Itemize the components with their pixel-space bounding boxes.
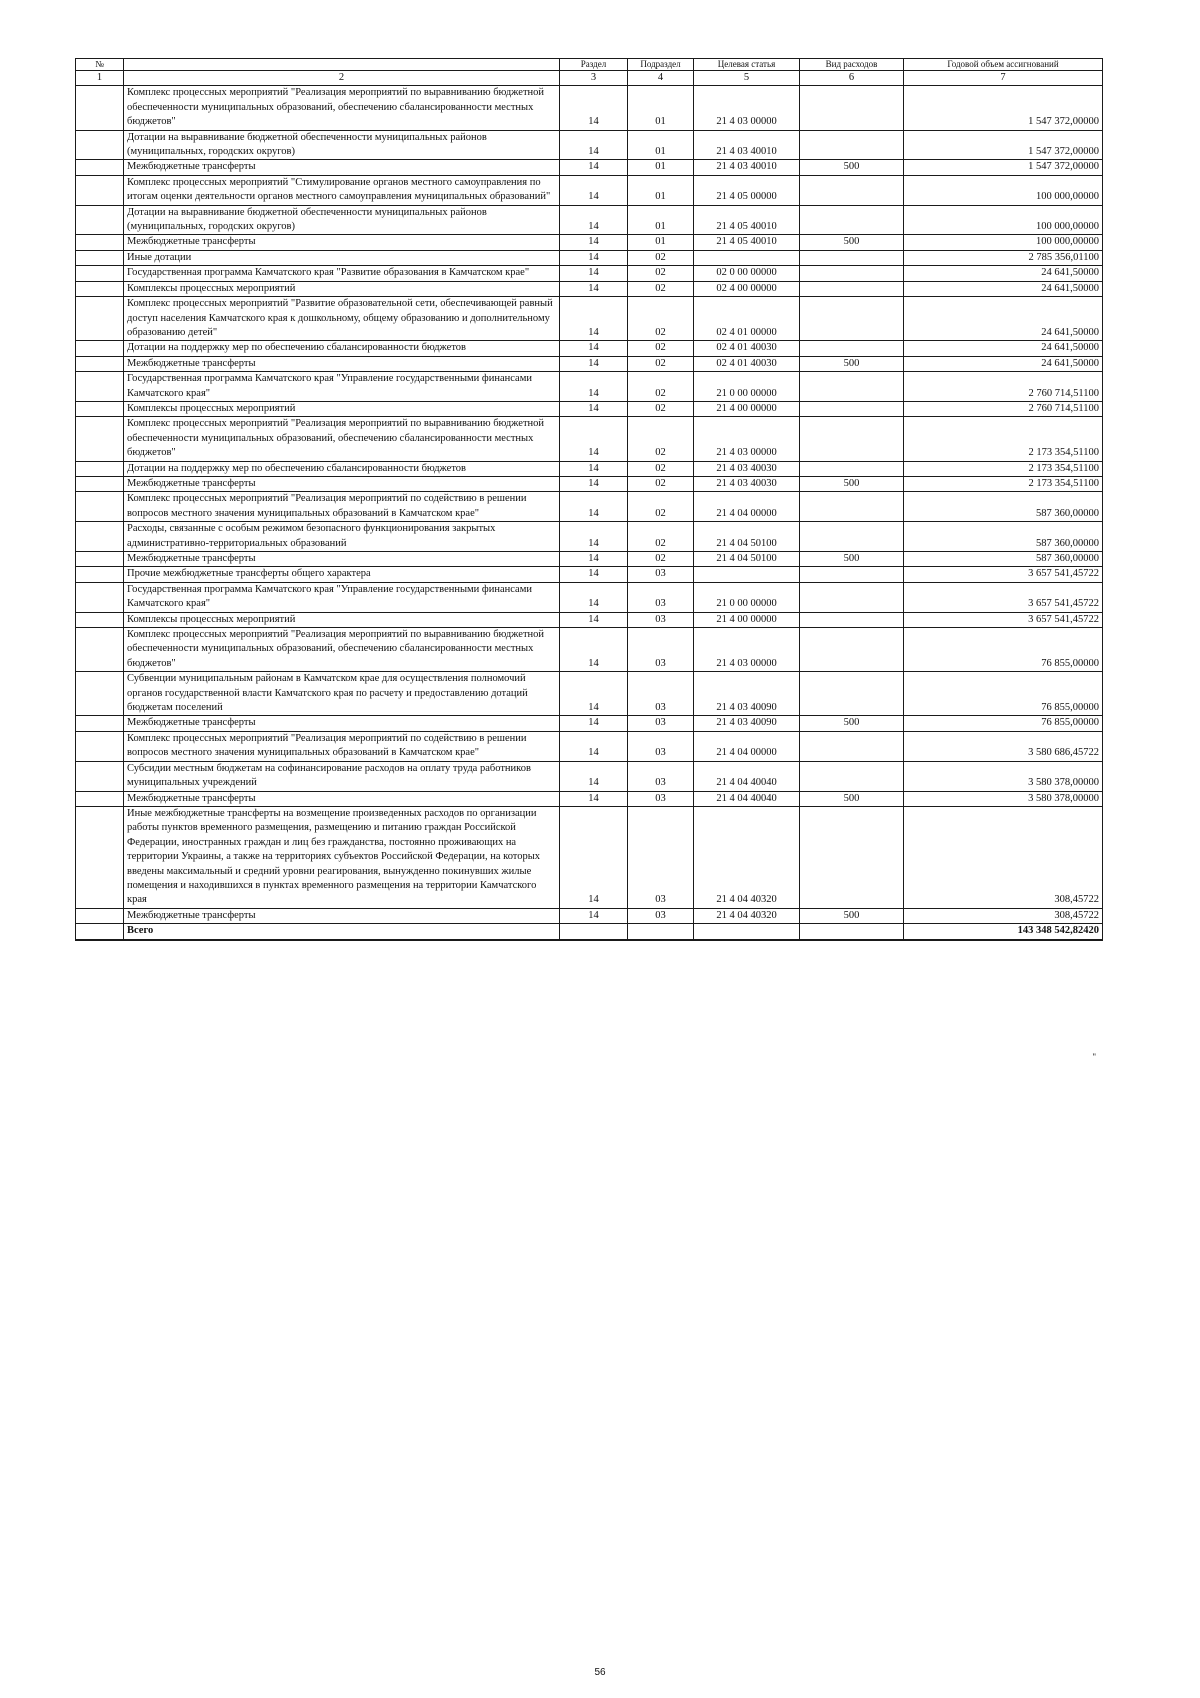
row-number-cell (76, 582, 124, 612)
row-amount: 24 641,50000 (904, 281, 1103, 296)
table-row (76, 130, 1103, 160)
row-subsection: 01 (628, 205, 694, 235)
row-target-article: 21 4 03 40090 (694, 672, 800, 716)
column-number-row (76, 71, 1103, 86)
row-target-article: 21 4 03 40030 (694, 476, 800, 491)
row-number-cell (76, 86, 124, 130)
row-name: Субвенции муниципальным районам в Камчатском крае для осуществления полномочий органов государственной власти Камчатского края по расчету и предоставлению дотаций бюджетам поселений (124, 672, 560, 716)
row-section: 14 (560, 567, 628, 582)
row-number-cell (76, 522, 124, 552)
row-name: Комплексы процессных мероприятий (124, 612, 560, 627)
row-expense-type (800, 461, 904, 476)
row-amount: 24 641,50000 (904, 266, 1103, 281)
row-section: 14 (560, 86, 628, 130)
row-name: Комплексы процессных мероприятий (124, 401, 560, 416)
table-row (76, 806, 1103, 908)
row-amount: 587 360,00000 (904, 522, 1103, 552)
row-amount: 2 173 354,51100 (904, 417, 1103, 461)
row-target-article: 21 4 04 40040 (694, 761, 800, 791)
header-name (124, 59, 560, 71)
row-amount: 2 785 356,01100 (904, 250, 1103, 265)
row-target-article: 21 4 04 50100 (694, 522, 800, 552)
row-number-cell (76, 492, 124, 522)
row-subsection: 01 (628, 235, 694, 250)
row-amount: 24 641,50000 (904, 356, 1103, 371)
row-section: 14 (560, 761, 628, 791)
total-label: Всего (124, 924, 560, 940)
total-row (76, 924, 1103, 940)
row-number-cell (76, 552, 124, 567)
row-amount: 100 000,00000 (904, 205, 1103, 235)
table-row (76, 716, 1103, 731)
table-row (76, 160, 1103, 175)
table-row (76, 672, 1103, 716)
row-expense-type (800, 672, 904, 716)
row-target-article: 21 4 03 00000 (694, 628, 800, 672)
column-number: 2 (124, 71, 560, 86)
row-name: Государственная программа Камчатского края "Управление государственными финансами Камчатского края" (124, 372, 560, 402)
row-amount: 76 855,00000 (904, 672, 1103, 716)
row-name: Комплекс процессных мероприятий "Развитие образовательной сети, обеспечивающей равный доступ населения Камчатского края к дошкольному, общему образованию и дополнительному образованию детей" (124, 297, 560, 341)
row-name: Комплекс процессных мероприятий "Стимулирование органов местного самоуправления по итогам оценки деятельности органов местного самоуправления муниципальных образований" (124, 175, 560, 205)
row-name: Государственная программа Камчатского края "Управление государственными финансами Камчатского края" (124, 582, 560, 612)
row-subsection: 01 (628, 175, 694, 205)
row-section: 14 (560, 160, 628, 175)
row-number-cell (76, 461, 124, 476)
row-expense-type (800, 401, 904, 416)
row-section: 14 (560, 281, 628, 296)
row-expense-type: 500 (800, 235, 904, 250)
row-section: 14 (560, 297, 628, 341)
row-expense-type: 500 (800, 716, 904, 731)
row-number-cell (76, 250, 124, 265)
total-empty-cell (628, 924, 694, 940)
row-subsection: 02 (628, 552, 694, 567)
row-name: Комплекс процессных мероприятий "Реализация мероприятий по выравниванию бюджетной обеспеченности муниципальных образований, обеспечению сбалансированности местных бюджетов" (124, 628, 560, 672)
row-amount: 3 580 378,00000 (904, 791, 1103, 806)
row-subsection: 02 (628, 297, 694, 341)
total-empty-cell (800, 924, 904, 940)
row-name: Межбюджетные трансферты (124, 160, 560, 175)
total-amount: 143 348 542,82420 (904, 924, 1103, 940)
row-amount: 3 657 541,45722 (904, 612, 1103, 627)
column-number: 3 (560, 71, 628, 86)
row-section: 14 (560, 250, 628, 265)
table-row (76, 567, 1103, 582)
total-empty-cell (694, 924, 800, 940)
row-section: 14 (560, 356, 628, 371)
row-amount: 2 760 714,51100 (904, 401, 1103, 416)
header-target-article: Целевая статья (694, 59, 800, 71)
row-number-cell (76, 567, 124, 582)
row-target-article: 02 4 01 00000 (694, 297, 800, 341)
row-number-cell (76, 281, 124, 296)
row-amount: 2 760 714,51100 (904, 372, 1103, 402)
table-row (76, 791, 1103, 806)
row-subsection: 02 (628, 356, 694, 371)
table-row (76, 356, 1103, 371)
row-expense-type: 500 (800, 908, 904, 923)
table-row (76, 761, 1103, 791)
table-row (76, 731, 1103, 761)
row-subsection: 01 (628, 130, 694, 160)
row-name: Дотации на выравнивание бюджетной обеспеченности муниципальных районов (муниципальных, городских округов) (124, 130, 560, 160)
row-name: Комплекс процессных мероприятий "Реализация мероприятий по выравниванию бюджетной обеспеченности муниципальных образований, обеспечению сбалансированности местных бюджетов" (124, 417, 560, 461)
row-name: Межбюджетные трансферты (124, 908, 560, 923)
row-subsection: 03 (628, 612, 694, 627)
row-subsection: 02 (628, 281, 694, 296)
row-expense-type (800, 205, 904, 235)
row-name: Комплекс процессных мероприятий "Реализация мероприятий по содействию в решении вопросов местного значения муниципальных образований в Камчатском крае" (124, 492, 560, 522)
table-row (76, 417, 1103, 461)
row-expense-type (800, 281, 904, 296)
row-target-article: 21 4 04 00000 (694, 731, 800, 761)
row-subsection: 02 (628, 476, 694, 491)
row-number-cell (76, 160, 124, 175)
row-expense-type (800, 628, 904, 672)
row-number-cell (76, 791, 124, 806)
header-annual-amount: Годовой объем ассигнований (904, 59, 1103, 71)
row-number-cell (76, 205, 124, 235)
table-row (76, 492, 1103, 522)
row-name: Иные дотации (124, 250, 560, 265)
row-name: Межбюджетные трансферты (124, 716, 560, 731)
row-amount: 2 173 354,51100 (904, 476, 1103, 491)
row-section: 14 (560, 492, 628, 522)
row-section: 14 (560, 908, 628, 923)
row-section: 14 (560, 205, 628, 235)
row-name: Комплекс процессных мероприятий "Реализация мероприятий по выравниванию бюджетной обеспеченности муниципальных образований, обеспечению сбалансированности местных бюджетов" (124, 86, 560, 130)
row-subsection: 03 (628, 806, 694, 908)
table-row (76, 628, 1103, 672)
row-section: 14 (560, 552, 628, 567)
row-name: Комплексы процессных мероприятий (124, 281, 560, 296)
row-expense-type (800, 341, 904, 356)
row-section: 14 (560, 372, 628, 402)
row-section: 14 (560, 628, 628, 672)
row-target-article: 21 4 03 40010 (694, 160, 800, 175)
row-amount: 1 547 372,00000 (904, 86, 1103, 130)
row-number-cell (76, 175, 124, 205)
row-name: Дотации на выравнивание бюджетной обеспеченности муниципальных районов (муниципальных, городских округов) (124, 205, 560, 235)
table-row (76, 401, 1103, 416)
row-expense-type (800, 417, 904, 461)
row-amount: 76 855,00000 (904, 628, 1103, 672)
row-name: Государственная программа Камчатского края "Развитие образования в Камчатском крае" (124, 266, 560, 281)
row-section: 14 (560, 417, 628, 461)
row-target-article: 02 4 01 40030 (694, 356, 800, 371)
row-name: Прочие межбюджетные трансферты общего характера (124, 567, 560, 582)
row-section: 14 (560, 582, 628, 612)
column-number: 7 (904, 71, 1103, 86)
header-row (76, 59, 1103, 71)
row-expense-type (800, 130, 904, 160)
row-subsection: 03 (628, 567, 694, 582)
table-row (76, 372, 1103, 402)
column-number: 5 (694, 71, 800, 86)
row-subsection: 03 (628, 582, 694, 612)
row-target-article: 21 4 00 00000 (694, 612, 800, 627)
row-number-cell (76, 130, 124, 160)
column-number: 6 (800, 71, 904, 86)
row-amount: 3 657 541,45722 (904, 582, 1103, 612)
row-expense-type: 500 (800, 791, 904, 806)
page-number: 56 (594, 1667, 606, 1678)
row-expense-type (800, 582, 904, 612)
total-number-cell (76, 924, 124, 940)
row-number-cell (76, 716, 124, 731)
row-name: Дотации на поддержку мер по обеспечению сбалансированности бюджетов (124, 341, 560, 356)
row-name: Межбюджетные трансферты (124, 552, 560, 567)
row-target-article: 21 4 04 00000 (694, 492, 800, 522)
row-section: 14 (560, 175, 628, 205)
row-subsection: 03 (628, 628, 694, 672)
row-subsection: 02 (628, 341, 694, 356)
row-target-article: 21 4 03 40090 (694, 716, 800, 731)
row-expense-type (800, 372, 904, 402)
row-amount: 3 580 378,00000 (904, 761, 1103, 791)
row-amount: 76 855,00000 (904, 716, 1103, 731)
row-subsection: 03 (628, 731, 694, 761)
row-target-article: 21 4 03 00000 (694, 86, 800, 130)
row-number-cell (76, 341, 124, 356)
header-number: № (76, 59, 124, 71)
table-row (76, 461, 1103, 476)
row-subsection: 01 (628, 160, 694, 175)
row-expense-type (800, 806, 904, 908)
row-amount: 100 000,00000 (904, 175, 1103, 205)
column-number: 4 (628, 71, 694, 86)
row-target-article: 21 4 04 40040 (694, 791, 800, 806)
table-row (76, 175, 1103, 205)
row-subsection: 03 (628, 908, 694, 923)
row-amount: 1 547 372,00000 (904, 160, 1103, 175)
row-amount: 3 657 541,45722 (904, 567, 1103, 582)
row-target-article (694, 567, 800, 582)
row-amount: 24 641,50000 (904, 341, 1103, 356)
row-number-cell (76, 266, 124, 281)
row-expense-type (800, 731, 904, 761)
table-row (76, 297, 1103, 341)
row-target-article: 02 4 01 40030 (694, 341, 800, 356)
row-section: 14 (560, 716, 628, 731)
row-target-article: 21 4 03 40010 (694, 130, 800, 160)
row-subsection: 03 (628, 761, 694, 791)
row-expense-type (800, 612, 904, 627)
row-target-article (694, 250, 800, 265)
row-section: 14 (560, 401, 628, 416)
row-name: Межбюджетные трансферты (124, 791, 560, 806)
row-name: Комплекс процессных мероприятий "Реализация мероприятий по содействию в решении вопросов местного значения муниципальных образований в Камчатском крае" (124, 731, 560, 761)
row-target-article: 21 4 04 50100 (694, 552, 800, 567)
row-target-article: 02 0 00 00000 (694, 266, 800, 281)
table-row (76, 612, 1103, 627)
row-expense-type: 500 (800, 160, 904, 175)
row-number-cell (76, 356, 124, 371)
row-amount: 587 360,00000 (904, 492, 1103, 522)
total-empty-cell (560, 924, 628, 940)
row-number-cell (76, 401, 124, 416)
row-subsection: 02 (628, 250, 694, 265)
row-section: 14 (560, 341, 628, 356)
table-row (76, 582, 1103, 612)
table-body (76, 86, 1103, 924)
row-number-cell (76, 761, 124, 791)
row-target-article: 21 4 05 40010 (694, 235, 800, 250)
row-section: 14 (560, 476, 628, 491)
closing-quote: " (1092, 1052, 1096, 1062)
row-subsection: 02 (628, 401, 694, 416)
table-row (76, 235, 1103, 250)
table-row (76, 266, 1103, 281)
row-subsection: 03 (628, 791, 694, 806)
row-expense-type (800, 297, 904, 341)
row-target-article: 21 0 00 00000 (694, 582, 800, 612)
row-target-article: 21 4 04 40320 (694, 806, 800, 908)
row-target-article: 21 4 04 40320 (694, 908, 800, 923)
row-section: 14 (560, 791, 628, 806)
row-number-cell (76, 476, 124, 491)
table-row (76, 341, 1103, 356)
row-name: Межбюджетные трансферты (124, 356, 560, 371)
row-target-article: 21 4 00 00000 (694, 401, 800, 416)
row-section: 14 (560, 266, 628, 281)
row-expense-type: 500 (800, 552, 904, 567)
row-section: 14 (560, 522, 628, 552)
row-section: 14 (560, 731, 628, 761)
row-number-cell (76, 628, 124, 672)
row-expense-type (800, 492, 904, 522)
row-subsection: 03 (628, 672, 694, 716)
header-subsection: Подраздел (628, 59, 694, 71)
row-amount: 308,45722 (904, 908, 1103, 923)
row-number-cell (76, 612, 124, 627)
row-amount: 1 547 372,00000 (904, 130, 1103, 160)
row-section: 14 (560, 130, 628, 160)
row-name: Межбюджетные трансферты (124, 235, 560, 250)
table-row (76, 205, 1103, 235)
row-expense-type (800, 250, 904, 265)
row-number-cell (76, 806, 124, 908)
row-expense-type: 500 (800, 356, 904, 371)
row-amount: 587 360,00000 (904, 552, 1103, 567)
row-number-cell (76, 731, 124, 761)
row-expense-type (800, 175, 904, 205)
row-amount: 100 000,00000 (904, 235, 1103, 250)
row-subsection: 03 (628, 716, 694, 731)
budget-table-sheet (75, 58, 1102, 941)
row-subsection: 02 (628, 417, 694, 461)
row-target-article: 02 4 00 00000 (694, 281, 800, 296)
row-amount: 2 173 354,51100 (904, 461, 1103, 476)
row-name: Расходы, связанные с особым режимом безопасного функционирования закрытых административно-территориальных образований (124, 522, 560, 552)
row-amount: 24 641,50000 (904, 297, 1103, 341)
row-subsection: 02 (628, 266, 694, 281)
row-expense-type (800, 567, 904, 582)
row-name: Дотации на поддержку мер по обеспечению сбалансированности бюджетов (124, 461, 560, 476)
column-number: 1 (76, 71, 124, 86)
budget-table (75, 58, 1103, 941)
row-expense-type: 500 (800, 476, 904, 491)
row-target-article: 21 4 05 40010 (694, 205, 800, 235)
row-section: 14 (560, 235, 628, 250)
row-subsection: 02 (628, 461, 694, 476)
header-expense-type: Вид расходов (800, 59, 904, 71)
row-amount: 3 580 686,45722 (904, 731, 1103, 761)
row-expense-type (800, 522, 904, 552)
row-number-cell (76, 672, 124, 716)
row-target-article: 21 4 03 40030 (694, 461, 800, 476)
row-subsection: 01 (628, 86, 694, 130)
table-row (76, 908, 1103, 923)
table-row (76, 522, 1103, 552)
row-number-cell (76, 908, 124, 923)
row-number-cell (76, 372, 124, 402)
row-name: Межбюджетные трансферты (124, 476, 560, 491)
row-number-cell (76, 417, 124, 461)
row-amount: 308,45722 (904, 806, 1103, 908)
row-number-cell (76, 235, 124, 250)
table-row (76, 476, 1103, 491)
row-section: 14 (560, 612, 628, 627)
row-target-article: 21 4 05 00000 (694, 175, 800, 205)
row-target-article: 21 4 03 00000 (694, 417, 800, 461)
row-section: 14 (560, 672, 628, 716)
row-subsection: 02 (628, 372, 694, 402)
row-section: 14 (560, 806, 628, 908)
table-row (76, 86, 1103, 130)
row-expense-type (800, 86, 904, 130)
row-subsection: 02 (628, 522, 694, 552)
table-row (76, 281, 1103, 296)
table-row (76, 250, 1103, 265)
table-row (76, 552, 1103, 567)
row-section: 14 (560, 461, 628, 476)
row-expense-type (800, 761, 904, 791)
row-name: Иные межбюджетные трансферты на возмещение произведенных расходов по организации работы пунктов временного размещения, размещению и питанию граждан Российской Федерации, иностранных граждан и лиц без гражданства, постоянно проживающих на территории Украины, а также на территориях субъектов Российской Федерации, на которых введены максимальный и средний уровни реагирования, вынужденно покинувших жилые помещения и находившихся в пунктах временного размещения на территории Камчатского края (124, 806, 560, 908)
row-target-article: 21 0 00 00000 (694, 372, 800, 402)
row-number-cell (76, 297, 124, 341)
row-subsection: 02 (628, 492, 694, 522)
header-section: Раздел (560, 59, 628, 71)
row-expense-type (800, 266, 904, 281)
row-name: Субсидии местным бюджетам на софинансирование расходов на оплату труда работников муниципальных учреждений (124, 761, 560, 791)
